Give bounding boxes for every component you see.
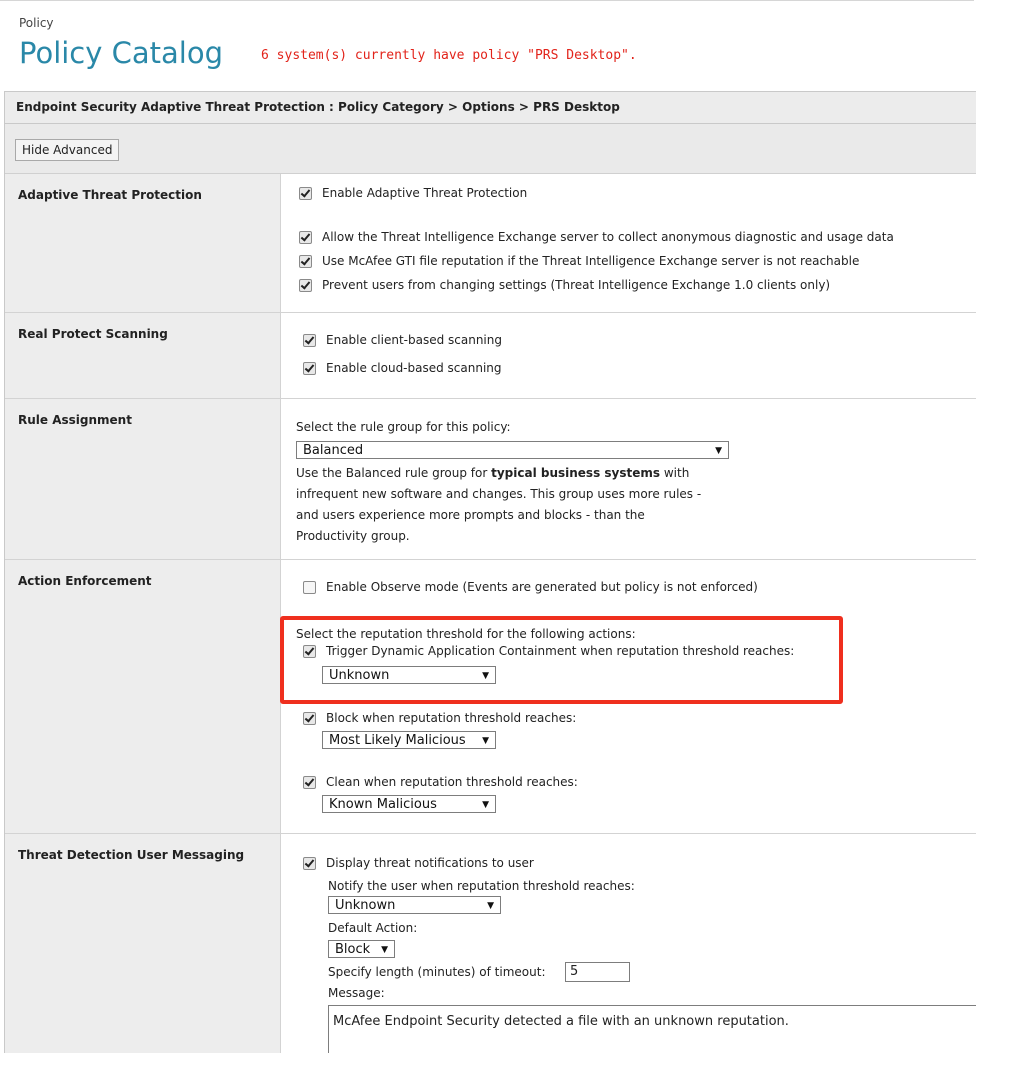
top-divider (0, 0, 974, 1)
section-real-protect-scanning (5, 313, 976, 399)
select-value: Unknown (335, 898, 396, 913)
dropdown-arrow-icon: ▼ (381, 945, 388, 955)
checkbox-unchecked-icon (303, 581, 316, 594)
checkbox-label: Enable Adaptive Threat Protection (322, 186, 528, 200)
checkbox-label: Trigger Dynamic Application Containment when reputation threshold reaches: (326, 644, 795, 658)
dropdown-arrow-icon: ▼ (482, 671, 489, 681)
checkbox-label: Enable client-based scanning (326, 333, 502, 347)
title-row (19, 36, 637, 70)
threshold-label: Select the reputation threshold for the following actions: (296, 627, 636, 641)
rule-group-label: Select the rule group for this policy: (296, 420, 511, 434)
section-content (281, 399, 976, 559)
hide-advanced-button[interactable]: Hide Advanced (15, 139, 119, 161)
section-label: Rule Assignment (5, 399, 281, 559)
timeout-input[interactable]: 5 (565, 962, 630, 982)
system-count-message: 6 system(s) currently have policy "PRS Desktop". (261, 48, 637, 63)
block-threshold-checkbox[interactable] (303, 711, 576, 725)
block-threshold-select[interactable] (322, 731, 496, 749)
select-value: Balanced (303, 443, 364, 458)
checkbox-checked-icon (303, 334, 316, 347)
clean-threshold-select[interactable] (322, 795, 496, 813)
notify-threshold-label: Notify the user when reputation threshold reaches: (328, 879, 635, 893)
checkbox-label: Prevent users from changing settings (Threat Intelligence Exchange 1.0 clients only) (322, 278, 831, 292)
prevent-users-checkbox[interactable] (299, 278, 830, 292)
display-notifications-checkbox[interactable] (303, 856, 534, 870)
dropdown-arrow-icon: ▼ (482, 800, 489, 810)
section-adaptive-threat-protection (5, 174, 976, 313)
clean-threshold-checkbox[interactable] (303, 775, 578, 789)
toolbar (5, 124, 976, 174)
breadcrumb: Policy (19, 16, 54, 30)
select-value: Block (335, 942, 371, 957)
checkbox-checked-icon (299, 255, 312, 268)
select-value: Most Likely Malicious (329, 733, 466, 748)
select-value: Known Malicious (329, 797, 437, 812)
policy-path-header: Endpoint Security Adaptive Threat Protection : Policy Category > Options > PRS Desktop (5, 92, 976, 124)
checkbox-label: Block when reputation threshold reaches: (326, 711, 577, 725)
section-content (281, 560, 976, 833)
message-textarea[interactable]: McAfee Endpoint Security detected a file with an unknown reputation. (328, 1005, 976, 1053)
message-label: Message: (328, 986, 385, 1000)
checkbox-checked-icon (299, 187, 312, 200)
select-value: Unknown (329, 668, 390, 683)
checkbox-checked-icon (303, 362, 316, 375)
description-text: with infrequent new software and changes. This group uses more rules - and users experience more prompts and blocks - than the Productivity group. (296, 466, 702, 543)
description-emphasis: typical business systems (491, 466, 661, 480)
default-action-label: Default Action: (328, 921, 418, 935)
section-user-messaging (5, 834, 976, 1053)
allow-tie-diagnostics-checkbox[interactable] (299, 230, 894, 244)
dropdown-arrow-icon: ▼ (487, 901, 494, 911)
rule-group-description (296, 463, 716, 547)
enable-atp-checkbox[interactable] (299, 186, 527, 200)
checkbox-checked-icon (303, 857, 316, 870)
section-content (281, 834, 976, 1053)
section-rule-assignment (5, 399, 976, 560)
section-label: Adaptive Threat Protection (5, 174, 281, 312)
trigger-dac-threshold-select[interactable] (322, 666, 496, 684)
page-header (19, 16, 637, 70)
checkbox-checked-icon (299, 231, 312, 244)
default-action-select[interactable] (328, 940, 395, 958)
checkbox-checked-icon (303, 776, 316, 789)
section-content (281, 174, 976, 312)
checkbox-checked-icon (303, 712, 316, 725)
checkbox-label: Allow the Threat Intelligence Exchange server to collect anonymous diagnostic and usage data (322, 230, 894, 244)
section-label: Threat Detection User Messaging (5, 834, 281, 1053)
section-label: Real Protect Scanning (5, 313, 281, 398)
dropdown-arrow-icon: ▼ (715, 446, 722, 456)
client-scanning-checkbox[interactable] (303, 333, 502, 347)
trigger-dac-checkbox[interactable] (303, 644, 794, 658)
use-gti-reputation-checkbox[interactable] (299, 254, 859, 268)
checkbox-checked-icon (299, 279, 312, 292)
dropdown-arrow-icon: ▼ (482, 736, 489, 746)
section-content (281, 313, 976, 398)
section-action-enforcement (5, 560, 976, 834)
notify-threshold-select[interactable] (328, 896, 501, 914)
checkbox-label: Clean when reputation threshold reaches: (326, 775, 578, 789)
checkbox-label: Display threat notifications to user (326, 856, 534, 870)
checkbox-label: Use McAfee GTI file reputation if the Threat Intelligence Exchange server is not reachable (322, 254, 860, 268)
checkbox-checked-icon (303, 645, 316, 658)
page-title: Policy Catalog (19, 36, 224, 70)
section-label: Action Enforcement (5, 560, 281, 833)
observe-mode-checkbox[interactable] (303, 580, 758, 594)
description-text: Use the Balanced rule group for (296, 466, 492, 480)
checkbox-label: Enable Observe mode (Events are generated but policy is not enforced) (326, 580, 758, 594)
policy-panel (4, 91, 976, 1053)
checkbox-label: Enable cloud-based scanning (326, 361, 502, 375)
timeout-label: Specify length (minutes) of timeout: (328, 965, 546, 979)
rule-group-select[interactable] (296, 441, 729, 459)
cloud-scanning-checkbox[interactable] (303, 361, 502, 375)
